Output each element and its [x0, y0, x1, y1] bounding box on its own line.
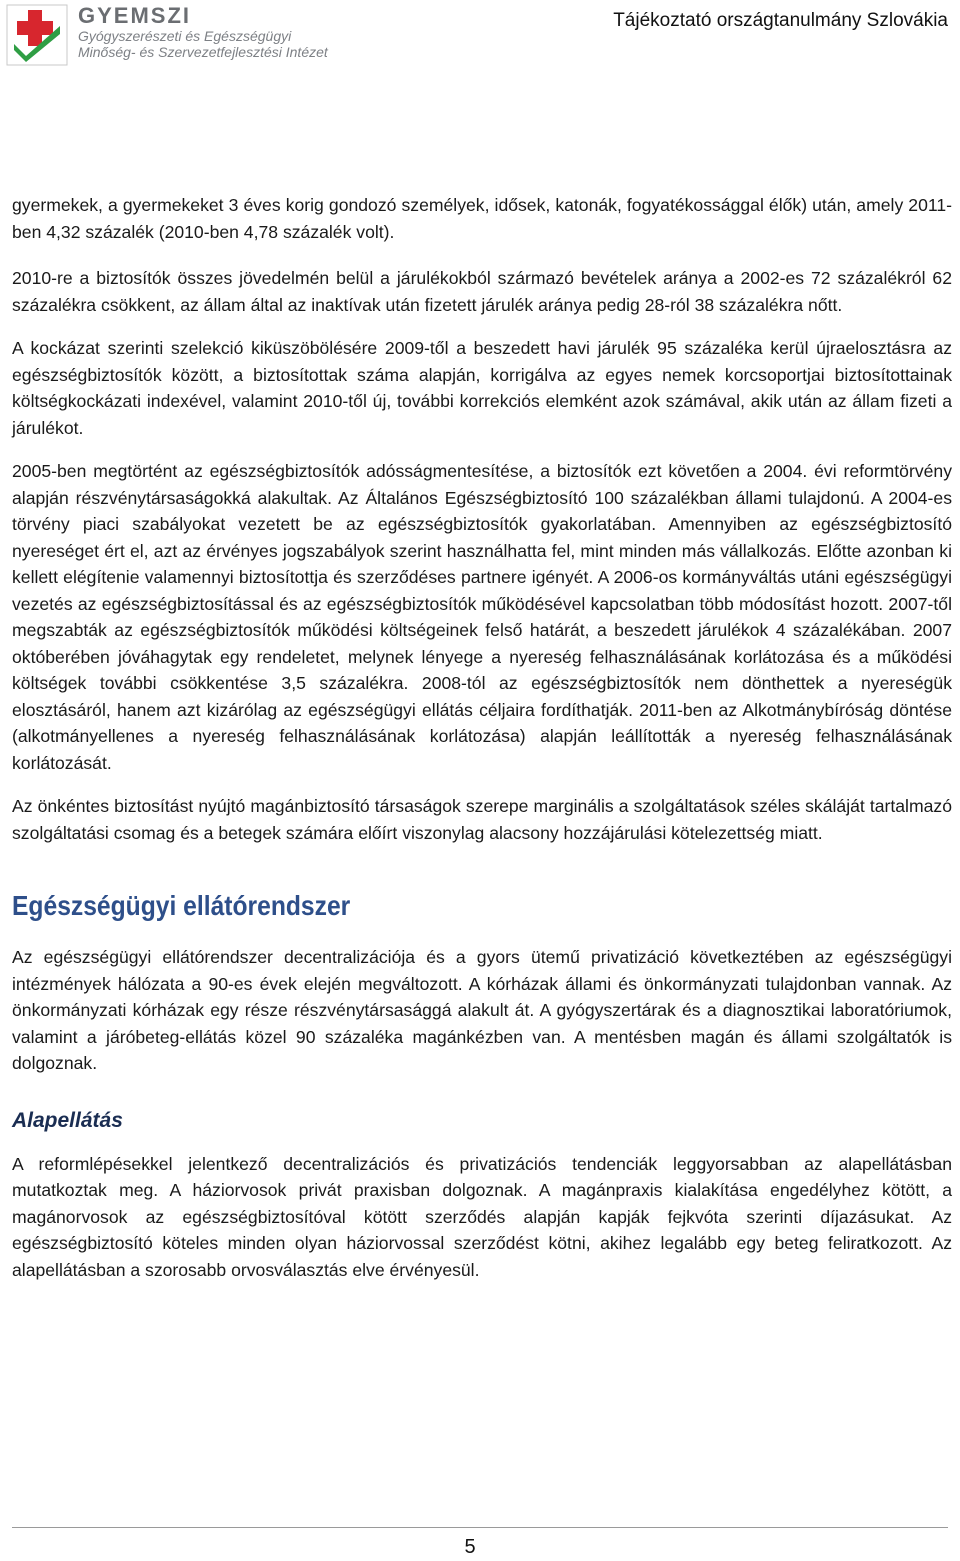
section-heading: Egészségügyi ellátórendszer: [12, 890, 351, 921]
paragraph-7: A reformlépésekkel jelentkező decentralizációs és privatizációs tendenciák leggyorsabban az alapellátásban mutatkoztak meg. A háziorvosok privát praxisban dolgoznak. A magánpraxis kialakítása engedélyhez kötött, a magánorvosok az egészségbiztosítóval kötött szerződés alapján kapják fejkvóta szerinti díjazásukat. Az egészségbiztosító köteles minden olyan háziorvossal szerződést kötni, akihez legalább egy beteg feliratkozott. Az alapellátásban a szorosabb orvosválasztás elve érvényesül.: [12, 1153, 952, 1280]
subsection-heading: Alapellátás: [12, 1108, 123, 1132]
document-body: [12, 192, 952, 1300]
organization-block: [78, 4, 498, 60]
paragraph-5: Az önkéntes biztosítást nyújtó magánbiztosító társaságok szerepe marginális a szolgáltatások széles skáláját tartalmazó szolgáltatási csomag és a betegek számára előírt viszonylag alacsony hozzájárulási kötelezettség miatt.: [12, 796, 952, 843]
footer-divider: [12, 1527, 948, 1528]
page-header: [0, 0, 960, 70]
organization-subtitle-line1: Gyógyszerészeti és Egészségügyi: [78, 28, 292, 44]
paragraph-3: A kockázat szerinti szelekció kiküszöbölésére 2009-től a beszedett havi járulék 95 százaléka kerül újraelosztásra az egészségbiztosítók között, a biztosítottak száma alapján, korrigálva az egyes nemek korcsoportjai biztosítottainak költségkockázati indexével, valamint 2010-től új, további korrekciós elemként azok számával, akik után az állam fizeti a járulékot.: [12, 338, 952, 438]
paragraph-2: 2010-re a biztosítók összes jövedelmén belül a járulékokból származó bevételek aránya a 2002-es 72 százalékról 62 százalékra csökkent, az állam által az inaktívak után fizetett járulék aránya pedig 28-ról 38 százalékra nőtt.: [12, 268, 952, 315]
organization-subtitle-line2: Minőség- és Szervezetfejlesztési Intézet: [78, 44, 328, 60]
gyemszi-logo: [6, 4, 68, 66]
paragraph-1: gyermekek, a gyermekeket 3 éves korig gondozó személyek, idősek, katonák, fogyatékossággal élők) után, amely 2011-ben 4,32 százalék (2010-ben 4,78 százalék volt).: [12, 195, 952, 242]
paragraph-6: Az egészségügyi ellátórendszer decentralizációja és a gyors ütemű privatizáció következtében az egészségügyi intézmények hálózata a 90-es évek elején megváltozott. A kórházak állami és önkormányzati tulajdonban vannak. Az önkormányzati kórházak egy része részvénytársasággá alakult át. A gyógyszertárak és a diagnosztikai laboratóriumok, valamint a járóbeteg-ellátás közel 90 százaléka magánkézben van. A mentésben magán és állami szolgáltatók is dolgoznak.: [12, 947, 952, 1073]
paragraph-4: 2005-ben megtörtént az egészségbiztosítók adósságmentesítése, a biztosítók ezt követően a 2004. évi reformtörvény alapján részvénytársaságokká alakultak. Az Általános Egészségbiztosító 100 százalékban állami tulajdonú. A 2004-es törvény piaci szabályokat vezetett be az egészségbiztosítók gyakorlatában. Amennyiben az egészségbiztosító nyereséget ért el, azt az érvényes jogszabályok szerint használhatta fel, mint minden más vállalkozás. Előtte azonban ki kellett elégítenie valamennyi biztosítottja és szerződéses partnere igényét. A 2006-os kormányváltás utáni egészségügyi vezetés az egészségbiztosítással és az egészségbiztosítók működésével kapcsolatban több módosítást hozott. 2007-től megszabták az egészségbiztosítók működési költségeinek felső határát, a beszedett járulékok 4 százalékában. 2007 októberében jóváhagytak egy rendeletet, melynek lényege a nyereség felhasználásának korlátozása és a működési költségek további csökkentése 3,5 százalékra. 2008-tól az egészségbiztosítók nem dönthettek a nyereségük elosztásáról, hanem azt kizárólag az egészségügyi ellátás céljaira fordíthatják. 2011-ben az Alkotmánybíróság döntése (alkotmányellenes a nyereség felhasználásának korlátozása) alapján leállították a nyereség felhasználásának korlátozását.: [12, 461, 952, 773]
document-title: Tájékoztató országtanulmány Szlovákia: [613, 10, 948, 31]
organization-name: GYEMSZI: [78, 3, 192, 28]
page-number: 5: [464, 1536, 476, 1558]
